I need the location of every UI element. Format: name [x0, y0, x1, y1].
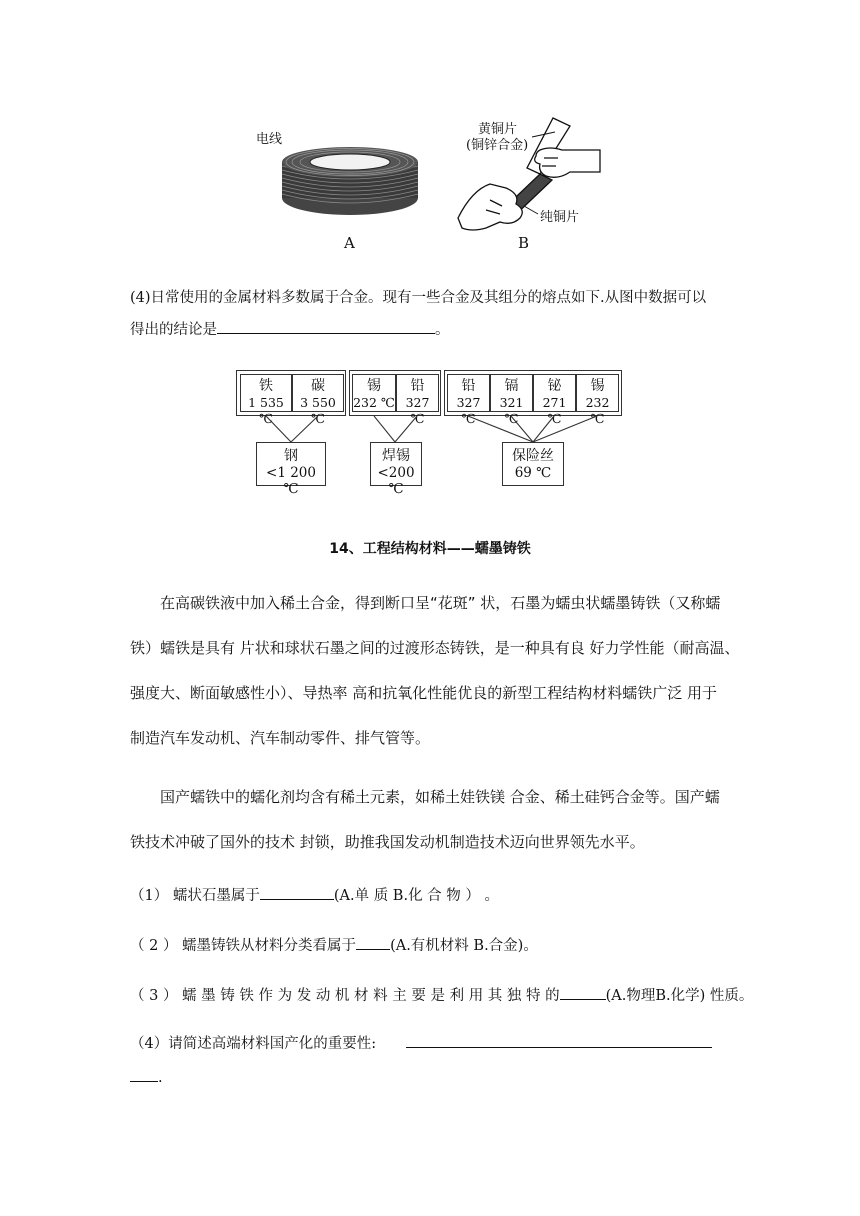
component-box-tin	[352, 374, 396, 412]
alloy-box-steel	[256, 442, 326, 497]
alloy-mp: <1 200 ℃	[266, 465, 316, 497]
alloy-mp: 69 ℃	[514, 465, 552, 481]
alloy-box-solder	[370, 442, 422, 497]
caption-a: A	[344, 234, 355, 252]
component-box-lead	[396, 374, 439, 426]
component-box-carbon	[292, 374, 344, 426]
figure-top	[240, 110, 620, 260]
component-mp: 321 ℃	[499, 395, 524, 426]
wire-label: 电线	[256, 132, 283, 147]
question-1-prefix: （1） 蠕状石墨属于	[130, 888, 260, 904]
question-1	[130, 884, 499, 905]
question-3-suffix: (A.物理B.化学) 性质。	[605, 988, 754, 1004]
question-4-tail: .	[158, 1070, 163, 1086]
q4-conclusion-blank[interactable]	[217, 318, 435, 334]
component-mp: 1 535 ℃	[248, 395, 284, 426]
component-box-cadmium	[490, 374, 533, 426]
question-4-blank-continued[interactable]	[130, 1066, 158, 1082]
component-name: 铁	[259, 378, 273, 394]
component-mp: 232 ℃	[353, 395, 395, 410]
component-name: 铋	[547, 378, 562, 394]
paragraph-1-line-1: 在高碳铁液中加入稀土合金，得到断口呈“花斑” 状，石墨为蠕虫状蠕墨铸铁（又称蠕	[160, 594, 721, 612]
melting-point-diagram	[236, 370, 624, 497]
q4-intro-prefix: 得出的结论是	[130, 322, 217, 338]
component-mp: 327 ℃	[456, 395, 481, 426]
q4-intro-line2	[130, 318, 450, 339]
paragraph-2-line-1: 国产蠕铁中的蠕化剂均含有稀土元素，如稀土娃铁镁 合金、稀土硅钙合金等。国产蠕	[160, 788, 720, 806]
component-box-bismuth	[533, 374, 576, 426]
figure-top-drawing	[240, 110, 620, 260]
component-name: 铅	[461, 378, 476, 394]
paragraph-2-line-2: 铁技术冲破了国外的技术 封锁，助推我国发动机制造技术迈向世界领先水平。	[130, 833, 645, 851]
component-name: 铅	[410, 378, 425, 394]
component-mp: 327 ℃	[405, 395, 430, 426]
q4-intro-suffix: 。	[435, 322, 450, 338]
paragraph-1-line-4: 制造汽车发动机、汽车制动零件、排气管等。	[130, 729, 431, 747]
component-name: 锡	[590, 378, 605, 394]
question-2-blank[interactable]	[356, 934, 390, 950]
question-1-blank[interactable]	[260, 884, 334, 900]
question-2-suffix: (A.有机材料 B.合金)。	[390, 938, 538, 954]
question-2	[130, 934, 538, 955]
component-name: 锡	[367, 378, 381, 394]
component-name: 碳	[311, 378, 325, 394]
component-mp: 271 ℃	[542, 395, 567, 426]
section-heading: 14、工程结构材料——蠕墨铸铁	[329, 541, 531, 557]
alloy-name: 焊锡	[382, 448, 410, 464]
component-name: 镉	[504, 378, 519, 394]
question-4-prefix: （4）请简述高端材料国产化的重要性:	[130, 1036, 377, 1052]
question-4-continuation	[130, 1066, 163, 1086]
alloy-mp: <200 ℃	[377, 465, 415, 497]
paragraph-1-line-3: 强度大、断面敏感性小）、导热率 高和抗氧化性能优良的新型工程结构材料蠕铁广泛 用于	[130, 684, 718, 702]
paragraph-1-line-2: 铁）蠕铁是具有 片状和球状石墨之间的过渡形态铸铁，是一种具有良 好力学性能（耐高温、	[130, 639, 740, 657]
wire-coil-image	[282, 147, 418, 215]
component-box-tin-2	[576, 374, 619, 426]
alloy-name: 保险丝	[512, 448, 554, 464]
question-4	[130, 1032, 712, 1053]
brass-label-line1: 黄铜片	[478, 122, 518, 137]
alloy-box-fuse	[502, 442, 564, 486]
alloy-name: 钢	[284, 448, 298, 464]
component-mp: 232 ℃	[585, 395, 610, 426]
q4-intro-line1: (4)日常使用的金属材料多数属于合金。现有一些合金及其组分的熔点如下.从图中数据可以	[130, 290, 707, 306]
question-3-blank[interactable]	[560, 984, 606, 1000]
question-2-prefix: （ 2 ） 蠕墨铸铁从材料分类看属于	[130, 938, 357, 954]
component-box-iron	[240, 374, 292, 426]
question-3	[130, 984, 753, 1005]
question-1-suffix: (A.单 质 B.化 合 物 ） 。	[333, 888, 500, 904]
brass-label-line2: (铜锌合金)	[466, 138, 529, 153]
caption-b: B	[518, 234, 530, 252]
question-4-blank[interactable]	[406, 1032, 712, 1048]
copper-label: 纯铜片	[540, 210, 580, 225]
question-3-prefix: （ 3 ） 蠕 墨 铸 铁 作 为 发 动 机 材 料 主 要 是 利 用 其 独 特 的	[130, 988, 560, 1004]
component-mp: 3 550 ℃	[300, 395, 336, 426]
component-box-lead-2	[447, 374, 490, 426]
